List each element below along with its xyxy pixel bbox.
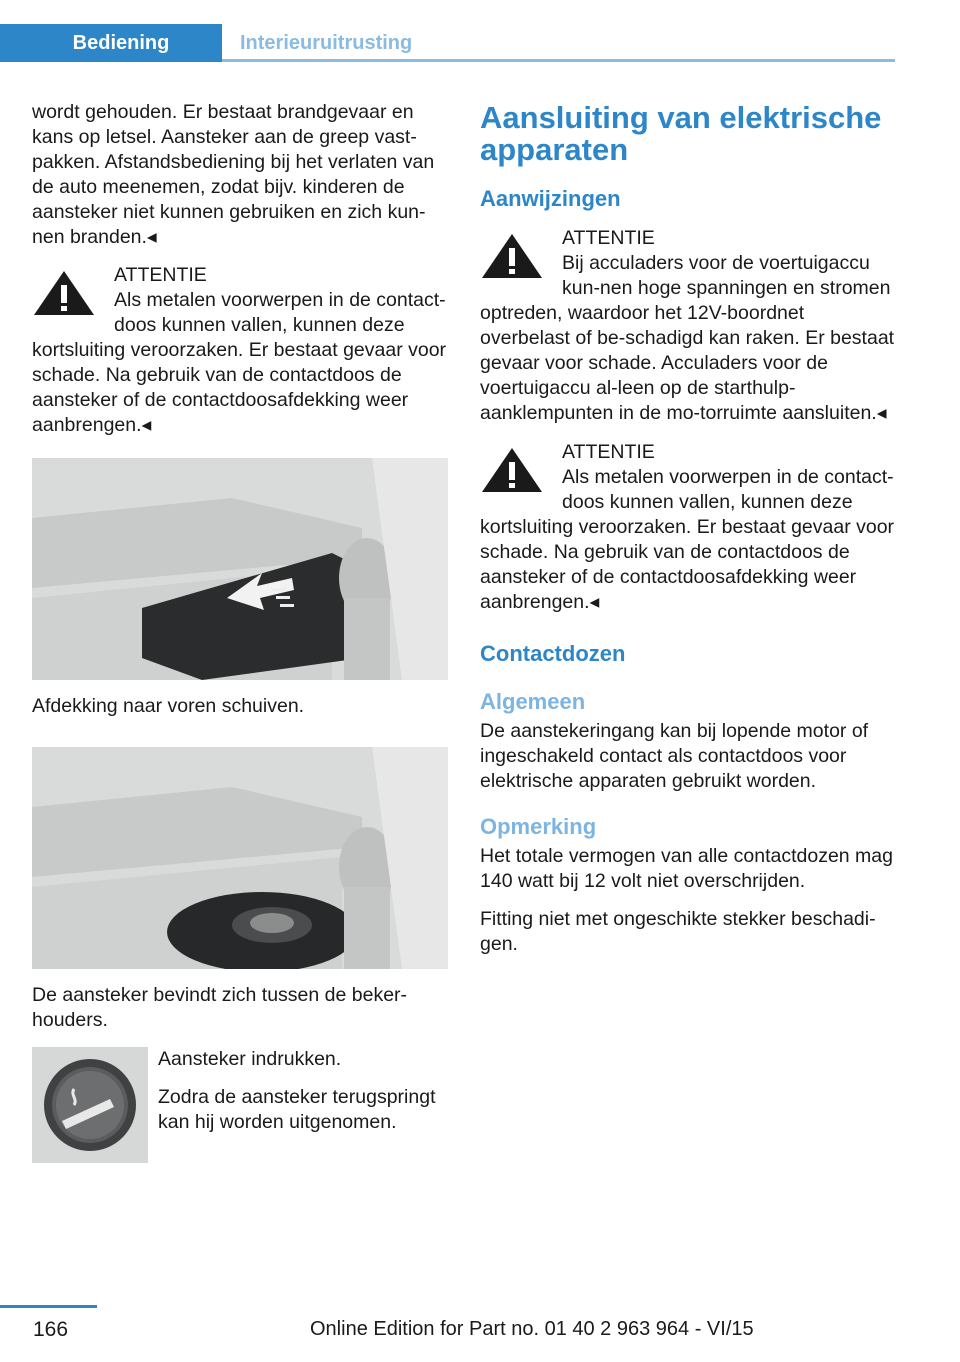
intro-paragraph: wordt gehouden. Er bestaat brandgevaar en kans op letsel. Aansteker aan de greep vast-pakken. Afstandsbediening bij het verlaten van de auto meenemen, zodat bijv. kinderen de aansteker niet kunnen gebruiken en zich kun-nen branden.◂ <box>32 101 435 248</box>
warning-title: ATTENTIE <box>562 441 655 463</box>
footer-rule <box>0 1305 97 1308</box>
subheading-general: Algemeen <box>480 689 586 714</box>
caption-cover-slide: Afdekking naar voren schuiven. <box>32 695 305 717</box>
warning-title: ATTENTIE <box>562 227 655 249</box>
warning-title: ATTENTIE <box>114 264 207 286</box>
warning-triangle-icon <box>480 446 548 496</box>
cigarette-lighter-icon <box>32 1047 148 1163</box>
warning-block-socket <box>480 440 898 615</box>
warning-body: Bij acculaders voor de voertuigaccu kun-nen hoge spanningen en stromen optreden, waardoor het 12V-boordnet overbelast of be-schadigd kan raken. Er bestaat gevaar voor schade. Acculaders voor de voertuigaccu al-leen op de starthulp-aanklempunten in de mo-torruimte aansluiten.◂ <box>480 252 895 424</box>
note-text-2: Fitting niet met ongeschikte stekker beschadi-gen. <box>480 908 876 955</box>
tab-interieuruitrusting[interactable]: Interieuruitrusting <box>240 31 413 54</box>
lighter-button-row <box>32 1047 450 1163</box>
lighter-step-1: Aansteker indrukken. <box>158 1048 342 1070</box>
right-column <box>480 100 898 970</box>
warning-body: Als metalen voorwerpen in de contact-doos kunnen vallen, kunnen deze kortsluiting veroorzaken. Er bestaat gevaar voor schade. Na gebruik van de contactdoos de aansteker of de contactdoosafdekking weer aanbrengen.◂ <box>480 466 895 613</box>
general-text: De aanstekeringang kan bij lopende motor of ingeschakeld contact als contactdoos voor elektrische apparaten gebruikt worden. <box>480 720 869 792</box>
subheading-hints: Aanwijzingen <box>480 186 621 211</box>
left-column <box>32 100 450 1163</box>
caption-lighter-location: De aansteker bevindt zich tussen de beker-houders. <box>32 984 408 1031</box>
warning-block <box>32 263 450 438</box>
note-text-1: Het totale vermogen van alle contactdozen mag 140 watt bij 12 volt niet overschrijden. <box>480 845 893 892</box>
warning-triangle-icon <box>32 269 100 319</box>
edition-text: Online Edition for Part no. 01 40 2 963 964 - VI/15 <box>310 1318 754 1340</box>
warning-triangle-icon <box>480 232 548 282</box>
warning-body: Als metalen voorwerpen in de contact-doos kunnen vallen, kunnen deze kortsluiting veroorzaken. Er bestaat gevaar voor schade. Na gebruik van de contactdoos de aansteker of de contactdoosafdekking weer aanbrengen.◂ <box>32 289 447 436</box>
cup-holder-image <box>32 747 448 969</box>
section-heading: Aansluiting van elektrische apparaten <box>480 100 882 167</box>
header-rule <box>222 59 895 62</box>
subheading-note: Opmerking <box>480 814 597 839</box>
header-tabs <box>0 0 895 62</box>
tab-bediening[interactable]: Bediening <box>0 24 222 62</box>
warning-block-charger <box>480 226 898 426</box>
cover-slide-image <box>32 458 448 680</box>
page-number: 166 <box>33 1318 69 1341</box>
lighter-step-2: Zodra de aansteker terugspringt kan hij worden uitgenomen. <box>158 1086 436 1133</box>
subheading-sockets: Contactdozen <box>480 641 626 666</box>
